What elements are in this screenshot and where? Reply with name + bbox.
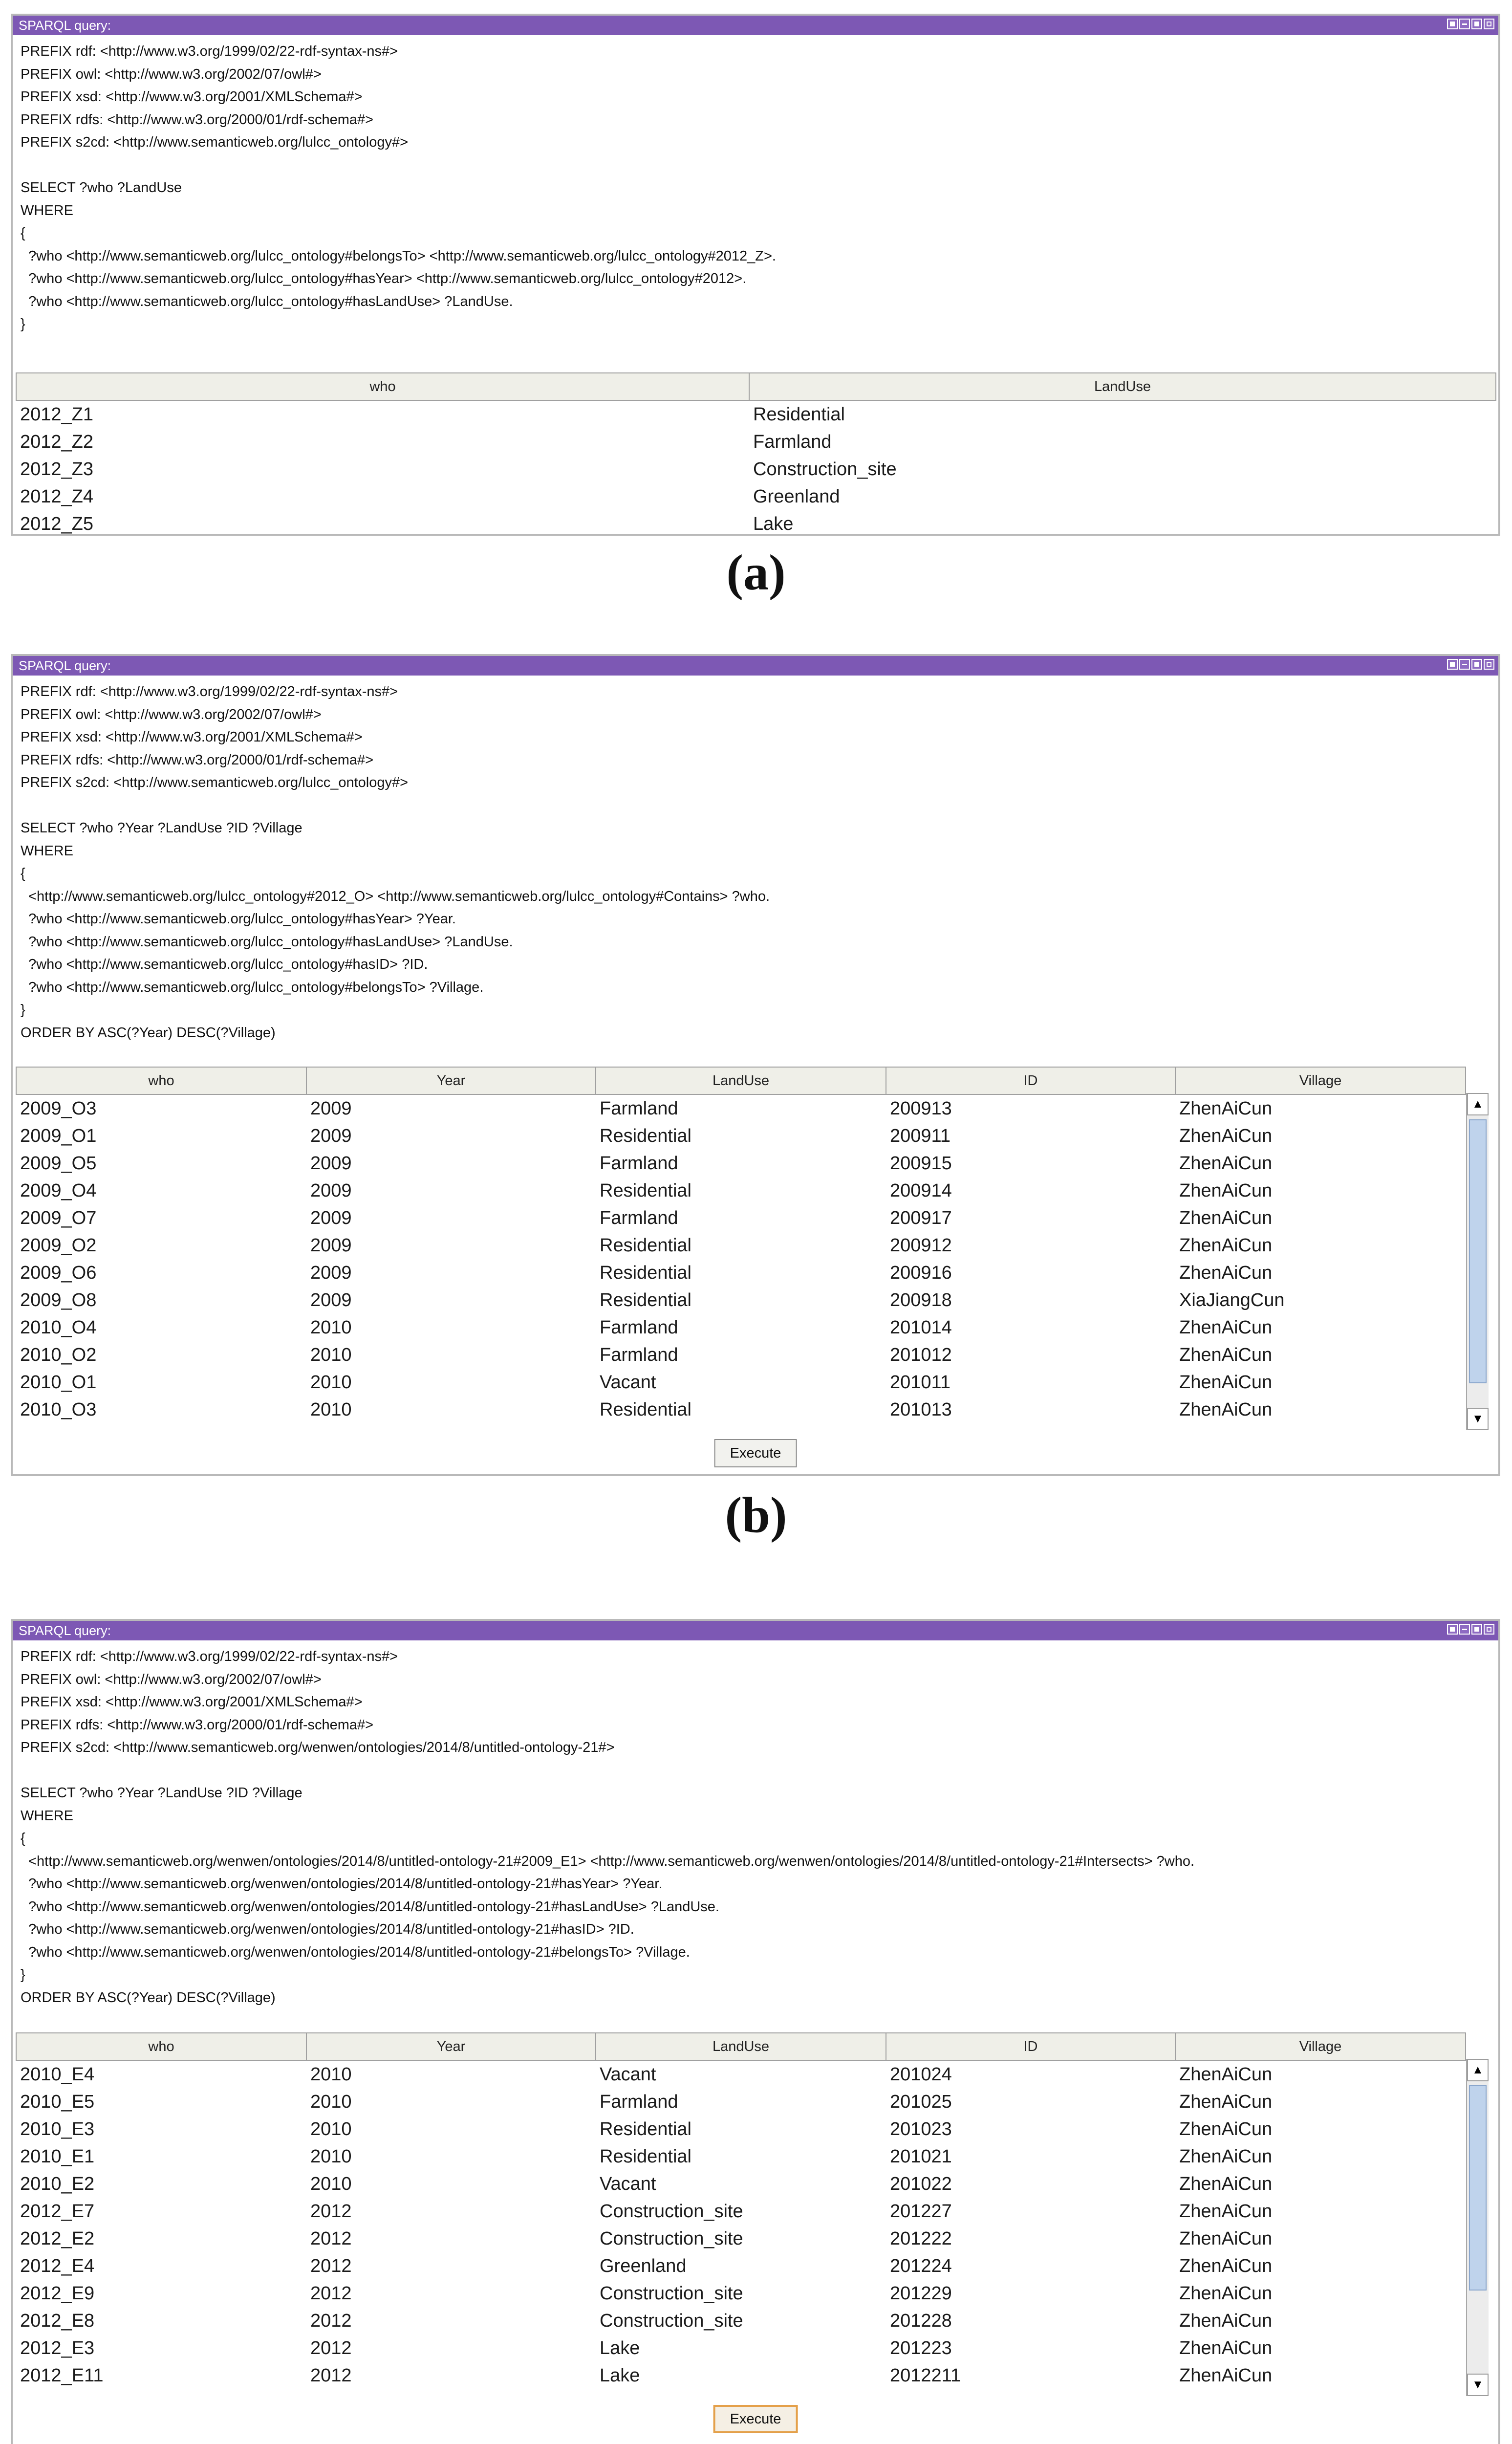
table-cell: 2012 <box>310 2228 352 2249</box>
table-cell: Residential <box>600 1125 691 1146</box>
query-line: PREFIX s2cd: <http://www.semanticweb.org/lulcc_ontology#> <box>21 775 409 790</box>
scroll-up-icon[interactable]: ▲ <box>1467 1093 1489 1115</box>
query-line: PREFIX rdfs: <http://www.w3.org/2000/01/rdf-schema#> <box>21 1717 374 1733</box>
table-cell: 2010 <box>310 1372 352 1393</box>
query-line: PREFIX s2cd: <http://www.semanticweb.org/lulcc_ontology#> <box>21 134 409 150</box>
table-cell: 200915 <box>890 1153 952 1174</box>
column-header-year[interactable]: Year <box>306 2033 596 2060</box>
table-cell: 2012 <box>310 2255 352 2276</box>
table-row[interactable] <box>16 2335 1466 2362</box>
table-cell: 2010 <box>310 2173 352 2194</box>
table-cell: 2009_O4 <box>20 1180 97 1201</box>
table-cell: 2012_E7 <box>20 2201 95 2222</box>
table-cell: 2012_Z5 <box>20 513 94 534</box>
minimize-icon[interactable] <box>1459 19 1470 29</box>
table-cell: 2010 <box>310 2064 352 2085</box>
table-cell: 2012_Z3 <box>20 458 94 480</box>
table-row[interactable] <box>16 1232 1466 1259</box>
query-line: ?who <http://www.semanticweb.org/lulcc_ontology#belongsTo> <http://www.semanticweb.org/lulcc_ontology#2012_Z>. <box>21 248 776 264</box>
table-cell: 2012_E2 <box>20 2228 95 2249</box>
column-header-landuse[interactable]: LandUse <box>596 1067 886 1094</box>
table-cell: 201024 <box>890 2064 952 2085</box>
table-cell: 2009 <box>310 1180 352 1201</box>
table-cell: 200916 <box>890 1262 952 1283</box>
query-line: ?who <http://www.semanticweb.org/wenwen/ontologies/2014/8/untitled-ontology-21#hasID> ?ID. <box>21 1921 634 1937</box>
table-cell: 2010_E4 <box>20 2064 95 2085</box>
table-cell: 200914 <box>890 1180 952 1201</box>
table-cell: 2012_Z2 <box>20 431 94 452</box>
panel-title-bar <box>13 1621 1498 1640</box>
query-editor[interactable] <box>13 1640 1498 2032</box>
table-cell: ZhenAiCun <box>1179 1153 1273 1174</box>
table-row[interactable] <box>16 456 1496 483</box>
table-cell: ZhenAiCun <box>1179 2310 1273 2331</box>
restore-icon[interactable] <box>1447 19 1458 29</box>
table-cell: Residential <box>600 2146 691 2167</box>
table-cell: 2009 <box>310 1289 352 1310</box>
table-cell: ZhenAiCun <box>1179 2365 1273 2386</box>
query-line: WHERE <box>21 202 73 218</box>
table-cell: Construction_site <box>600 2283 743 2304</box>
scroll-up-icon[interactable]: ▲ <box>1467 2059 1489 2081</box>
table-cell: ZhenAiCun <box>1179 2091 1273 2112</box>
table-row[interactable] <box>16 1314 1466 1341</box>
query-editor[interactable] <box>13 35 1498 372</box>
table-cell: Greenland <box>600 2255 687 2276</box>
query-line: ?who <http://www.semanticweb.org/wenwen/ontologies/2014/8/untitled-ontology-21#hasLandUse> ?LandUse. <box>21 1898 719 1915</box>
table-row[interactable] <box>16 1122 1466 1150</box>
query-line: } <box>21 316 25 332</box>
table-row[interactable] <box>16 2060 1466 2088</box>
table-cell: 2012 <box>310 2310 352 2331</box>
table-cell: ZhenAiCun <box>1179 1344 1273 1365</box>
table-row[interactable] <box>16 2198 1466 2225</box>
column-header-id[interactable]: ID <box>886 2033 1175 2060</box>
table-cell: 2012 <box>310 2365 352 2386</box>
query-line: PREFIX s2cd: <http://www.semanticweb.org/wenwen/ontologies/2014/8/untitled-ontology-21#> <box>21 1740 615 1755</box>
column-header-who[interactable]: who <box>16 373 749 400</box>
table-cell: Greenland <box>753 486 840 507</box>
table-cell: 2009_O6 <box>20 1262 97 1283</box>
table-cell: Farmland <box>600 1207 678 1228</box>
query-line: { <box>21 866 25 881</box>
table-row[interactable] <box>16 1094 1466 1122</box>
table-cell: 2012_E9 <box>20 2283 95 2304</box>
table-row[interactable] <box>16 400 1496 428</box>
table-cell: ZhenAiCun <box>1179 1372 1273 1393</box>
query-line: PREFIX rdfs: <http://www.w3.org/2000/01/rdf-schema#> <box>21 111 374 128</box>
query-line <box>21 794 1490 817</box>
query-line: ?who <http://www.semanticweb.org/lulcc_ontology#hasYear> <http://www.semanticweb.org/lulcc_ontology#2012>. <box>21 271 747 286</box>
table-cell: ZhenAiCun <box>1179 2255 1273 2276</box>
sparql-panel-a <box>11 14 1500 536</box>
execute-button[interactable]: Execute <box>713 2405 798 2433</box>
table-cell: Vacant <box>600 2064 656 2085</box>
table-cell: Vacant <box>600 1372 656 1393</box>
window-controls <box>1447 1624 1494 1635</box>
query-line: { <box>21 225 25 241</box>
table-cell: ZhenAiCun <box>1179 1207 1273 1228</box>
table-cell: Farmland <box>600 1098 678 1119</box>
sparql-panel-b <box>11 654 1500 1476</box>
table-row[interactable] <box>16 2307 1466 2335</box>
table-cell: 200913 <box>890 1098 952 1119</box>
query-line: } <box>21 1002 25 1018</box>
table-row[interactable] <box>16 2116 1466 2143</box>
table-cell: 201224 <box>890 2255 952 2276</box>
query-line: PREFIX xsd: <http://www.w3.org/2001/XMLSchema#> <box>21 1694 363 1710</box>
table-cell: 2012_E4 <box>20 2255 95 2276</box>
query-line <box>21 1759 1490 1782</box>
table-cell: 2010 <box>310 1317 352 1338</box>
query-line: ?who <http://www.semanticweb.org/lulcc_ontology#hasLandUse> ?LandUse. <box>21 293 513 309</box>
query-line: WHERE <box>21 1808 73 1824</box>
close-icon[interactable] <box>1484 19 1494 29</box>
table-cell: 2009 <box>310 1262 352 1283</box>
table-cell: Construction_site <box>753 458 897 480</box>
query-line: PREFIX owl: <http://www.w3.org/2002/07/owl#> <box>21 66 322 82</box>
table-cell: 200912 <box>890 1235 952 1256</box>
panel-title: SPARQL query: <box>19 18 111 33</box>
table-cell: 2012_Z4 <box>20 486 94 507</box>
panel-title: SPARQL query: <box>19 1623 111 1638</box>
table-cell: 2010_O4 <box>20 1317 97 1338</box>
column-header-landuse[interactable]: LandUse <box>596 2033 886 2060</box>
table-cell: 201222 <box>890 2228 952 2249</box>
table-cell: 2009 <box>310 1207 352 1228</box>
table-cell: XiaJiangCun <box>1179 1289 1285 1310</box>
table-cell: 201012 <box>890 1344 952 1365</box>
maximize-icon[interactable] <box>1471 19 1482 29</box>
table-cell: Lake <box>600 2365 640 2386</box>
query-line: ?who <http://www.semanticweb.org/lulcc_ontology#hasID> ?ID. <box>21 957 428 972</box>
table-cell: Residential <box>600 1180 691 1201</box>
table-cell: 2009 <box>310 1125 352 1146</box>
scroll-thumb[interactable] <box>1469 1119 1487 1383</box>
query-line: <http://www.semanticweb.org/lulcc_ontology#2012_O> <http://www.semanticweb.org/lulcc_ontology#Contains> ?who. <box>21 888 770 904</box>
table-cell: ZhenAiCun <box>1179 2337 1273 2358</box>
table-cell: Residential <box>600 1399 691 1420</box>
table-cell: 2009_O7 <box>20 1207 97 1228</box>
table-cell: Lake <box>600 2337 640 2358</box>
table-cell: 2012 <box>310 2337 352 2358</box>
table-cell: 201025 <box>890 2091 952 2112</box>
table-cell: 2010_E1 <box>20 2146 95 2167</box>
results-area <box>13 2032 1498 2400</box>
table-cell: 2010_O1 <box>20 1372 97 1393</box>
minimize-icon[interactable] <box>1459 1624 1470 1635</box>
table-cell: 2010 <box>310 2091 352 2112</box>
query-line: PREFIX owl: <http://www.w3.org/2002/07/owl#> <box>21 1671 322 1687</box>
table-cell: 2009_O5 <box>20 1153 97 1174</box>
sparql-panel-c <box>11 1619 1500 2444</box>
table-cell: 2010 <box>310 1399 352 1420</box>
query-line: PREFIX rdf: <http://www.w3.org/1999/02/22-rdf-syntax-ns#> <box>21 44 398 59</box>
table-row[interactable] <box>16 2252 1466 2280</box>
table-row[interactable] <box>16 1177 1466 1204</box>
table-cell: 2012211 <box>890 2365 961 2386</box>
table-cell: ZhenAiCun <box>1179 1262 1273 1283</box>
query-line: PREFIX xsd: <http://www.w3.org/2001/XMLSchema#> <box>21 729 363 745</box>
table-cell: 2010_E3 <box>20 2118 95 2139</box>
results-table <box>16 1067 1466 1423</box>
table-cell: 2009 <box>310 1098 352 1119</box>
table-cell: 2009_O3 <box>20 1098 97 1119</box>
table-cell: ZhenAiCun <box>1179 2064 1273 2085</box>
panel-title-bar <box>13 656 1498 676</box>
table-cell: ZhenAiCun <box>1179 2118 1273 2139</box>
table-row[interactable] <box>16 2143 1466 2170</box>
table-cell: 201021 <box>890 2146 952 2167</box>
table-row[interactable] <box>16 483 1496 510</box>
table-cell: Vacant <box>600 2173 656 2194</box>
table-row[interactable] <box>16 1204 1466 1232</box>
column-header-id[interactable]: ID <box>886 1067 1175 1094</box>
column-header-landuse[interactable]: LandUse <box>749 373 1496 400</box>
column-header-who[interactable]: who <box>16 2033 306 2060</box>
table-cell: 201022 <box>890 2173 952 2194</box>
table-cell: Construction_site <box>600 2228 743 2249</box>
window-controls <box>1447 19 1494 29</box>
table-cell: 201229 <box>890 2283 952 2304</box>
table-cell: ZhenAiCun <box>1179 1317 1273 1338</box>
query-line: <http://www.semanticweb.org/wenwen/ontologies/2014/8/untitled-ontology-21#2009_E1> <http://www.semanticweb.org/wenwen/ontologies/2014/8/untitled-ontology-21#Intersects> ?who. <box>21 1853 1195 1869</box>
table-row[interactable] <box>16 2088 1466 2116</box>
query-line: PREFIX rdfs: <http://www.w3.org/2000/01/rdf-schema#> <box>21 752 374 768</box>
restore-icon[interactable] <box>1447 1624 1458 1635</box>
table-cell: Farmland <box>600 1317 678 1338</box>
table-cell: Residential <box>600 1262 691 1283</box>
query-line: PREFIX xsd: <http://www.w3.org/2001/XMLSchema#> <box>21 89 363 105</box>
scroll-thumb[interactable] <box>1469 2085 1487 2291</box>
table-cell: 201013 <box>890 1399 952 1420</box>
vertical-scrollbar[interactable] <box>1466 1093 1489 1430</box>
table-cell: Lake <box>753 513 794 534</box>
query-line: ?who <http://www.semanticweb.org/lulcc_ontology#hasLandUse> ?LandUse. <box>21 934 513 950</box>
maximize-icon[interactable] <box>1471 1624 1482 1635</box>
table-cell: ZhenAiCun <box>1179 2283 1273 2304</box>
table-row[interactable] <box>16 1369 1466 1396</box>
table-cell: ZhenAiCun <box>1179 1235 1273 1256</box>
table-row[interactable] <box>16 1259 1466 1287</box>
execute-button[interactable]: Execute <box>714 1439 797 1467</box>
table-cell: Construction_site <box>600 2201 743 2222</box>
table-cell: 2012_E8 <box>20 2310 95 2331</box>
table-cell: ZhenAiCun <box>1179 1098 1273 1119</box>
table-cell: Residential <box>753 404 845 425</box>
column-header-village[interactable]: Village <box>1175 1067 1466 1094</box>
table-cell: Farmland <box>600 1153 678 1174</box>
table-cell: Construction_site <box>600 2310 743 2331</box>
query-line: ?who <http://www.semanticweb.org/wenwen/ontologies/2014/8/untitled-ontology-21#hasYear> ?Year. <box>21 1876 663 1892</box>
minimize-icon[interactable] <box>1459 659 1470 670</box>
table-cell: 2012_E11 <box>20 2365 104 2386</box>
table-cell: ZhenAiCun <box>1179 2173 1273 2194</box>
table-row[interactable] <box>16 510 1496 538</box>
query-line: ?who <http://www.semanticweb.org/lulcc_ontology#belongsTo> ?Village. <box>21 979 484 995</box>
query-line: PREFIX owl: <http://www.w3.org/2002/07/owl#> <box>21 706 322 722</box>
close-icon[interactable] <box>1484 659 1494 670</box>
table-cell: Residential <box>600 2118 691 2139</box>
execute-row <box>13 2400 1498 2438</box>
window-controls <box>1447 659 1494 670</box>
results-table <box>16 372 1496 538</box>
table-cell: 2010 <box>310 1344 352 1365</box>
vertical-scrollbar[interactable] <box>1466 2059 1489 2396</box>
table-row[interactable] <box>16 1396 1466 1423</box>
table-cell: 2009_O8 <box>20 1289 97 1310</box>
query-line: ?who <http://www.semanticweb.org/wenwen/ontologies/2014/8/untitled-ontology-21#belongsTo> ?Village. <box>21 1944 690 1960</box>
query-line: SELECT ?who ?LandUse <box>21 180 182 196</box>
query-editor[interactable] <box>13 676 1498 1067</box>
table-cell: 2009_O1 <box>20 1125 97 1146</box>
table-cell: Farmland <box>753 431 832 452</box>
results-area <box>13 1067 1498 1434</box>
table-cell: 200918 <box>890 1289 952 1310</box>
table-cell: ZhenAiCun <box>1179 2201 1273 2222</box>
table-cell: 2009_O2 <box>20 1235 97 1256</box>
column-header-year[interactable]: Year <box>306 1067 596 1094</box>
table-row[interactable] <box>16 1341 1466 1369</box>
caption-a: (a) <box>726 545 786 601</box>
query-line: SELECT ?who ?Year ?LandUse ?ID ?Village <box>21 820 302 836</box>
table-cell: 200917 <box>890 1207 952 1228</box>
table-row[interactable] <box>16 2362 1466 2389</box>
scroll-down-icon[interactable]: ▼ <box>1467 1408 1489 1430</box>
query-line: } <box>21 1967 25 1983</box>
table-cell: 2010 <box>310 2118 352 2139</box>
table-row[interactable] <box>16 2170 1466 2198</box>
table-cell: ZhenAiCun <box>1179 1180 1273 1201</box>
query-line: PREFIX rdf: <http://www.w3.org/1999/02/22-rdf-syntax-ns#> <box>21 1649 398 1664</box>
maximize-icon[interactable] <box>1471 659 1482 670</box>
table-cell: 2012 <box>310 2283 352 2304</box>
table-cell: 2010_O2 <box>20 1344 97 1365</box>
execute-row <box>13 1434 1498 1472</box>
table-cell: 2010_O3 <box>20 1399 97 1420</box>
column-header-who[interactable]: who <box>16 1067 306 1094</box>
results-table <box>16 2032 1466 2389</box>
query-line: ?who <http://www.semanticweb.org/lulcc_ontology#hasYear> ?Year. <box>21 911 456 927</box>
table-cell: ZhenAiCun <box>1179 2228 1273 2249</box>
table-cell: Residential <box>600 1289 691 1310</box>
query-line: ORDER BY ASC(?Year) DESC(?Village) <box>21 1989 276 2006</box>
table-cell: 201223 <box>890 2337 952 2358</box>
table-cell: 200911 <box>890 1125 950 1146</box>
table-cell: 201228 <box>890 2310 952 2331</box>
table-row[interactable] <box>16 2225 1466 2252</box>
table-row[interactable] <box>16 428 1496 456</box>
table-cell: 2010_E2 <box>20 2173 95 2194</box>
scroll-down-icon[interactable]: ▼ <box>1467 2374 1489 2396</box>
table-cell: 201227 <box>890 2201 952 2222</box>
query-line: { <box>21 1831 25 1846</box>
table-cell: 201014 <box>890 1317 952 1338</box>
table-cell: 2012_E3 <box>20 2337 95 2358</box>
column-header-village[interactable]: Village <box>1175 2033 1466 2060</box>
table-cell: 201011 <box>890 1372 950 1393</box>
caption-b: (b) <box>725 1487 787 1543</box>
table-cell: 2009 <box>310 1153 352 1174</box>
table-cell: 2012_Z1 <box>20 404 94 425</box>
table-row[interactable] <box>16 1150 1466 1177</box>
restore-icon[interactable] <box>1447 659 1458 670</box>
table-cell: 2010_E5 <box>20 2091 95 2112</box>
table-cell: Farmland <box>600 1344 678 1365</box>
close-icon[interactable] <box>1484 1624 1494 1635</box>
table-cell: 2009 <box>310 1235 352 1256</box>
query-line: SELECT ?who ?Year ?LandUse ?ID ?Village <box>21 1785 302 1801</box>
query-line: ORDER BY ASC(?Year) DESC(?Village) <box>21 1025 276 1041</box>
table-cell: ZhenAiCun <box>1179 1399 1273 1420</box>
panel-title: SPARQL query: <box>19 658 111 673</box>
table-cell: Farmland <box>600 2091 678 2112</box>
query-line: PREFIX rdf: <http://www.w3.org/1999/02/22-rdf-syntax-ns#> <box>21 684 398 699</box>
table-cell: 2012 <box>310 2201 352 2222</box>
table-row[interactable] <box>16 2280 1466 2307</box>
panel-title-bar <box>13 16 1498 35</box>
table-row[interactable] <box>16 1287 1466 1314</box>
table-cell: 201023 <box>890 2118 952 2139</box>
table-cell: ZhenAiCun <box>1179 2146 1273 2167</box>
table-cell: ZhenAiCun <box>1179 1125 1273 1146</box>
query-line: WHERE <box>21 843 73 859</box>
table-cell: 2010 <box>310 2146 352 2167</box>
table-cell: Residential <box>600 1235 691 1256</box>
query-line <box>21 154 1490 177</box>
